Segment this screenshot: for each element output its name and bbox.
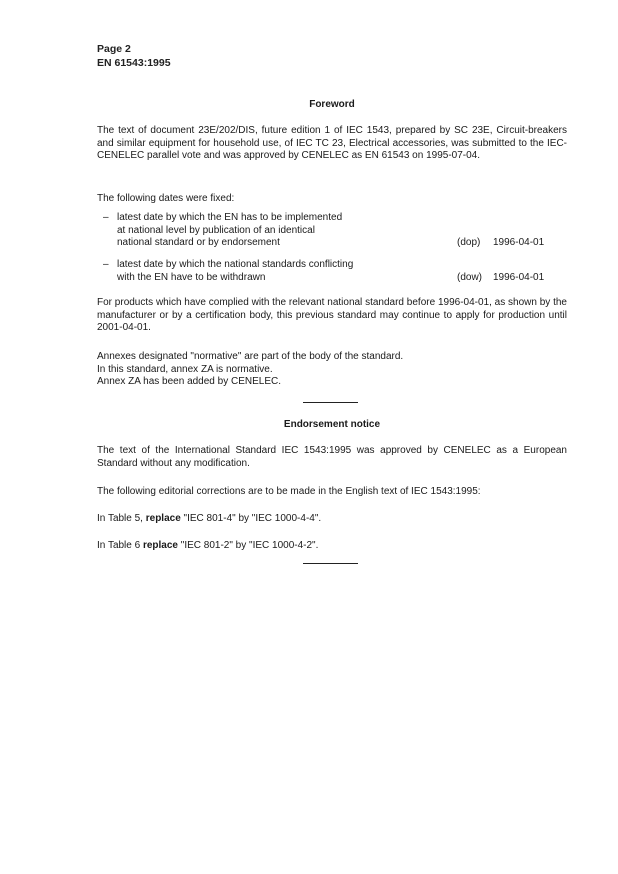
foreword-paragraph-1: The text of document 23E/202/DIS, future edition 1 of IEC 1543, prepared by SC 23E, Circuit-breakers and similar equipment for household use, of IEC TC 23, Electrical accessories, was submitted to the IEC-CENELEC parallel vote and was approved by CENELEC as EN 61543 on 1995-07-04. — [97, 125, 567, 162]
date-item-line: national standard or by endorsement — [117, 237, 280, 249]
annex-line: Annex ZA has been added by CENELEC. — [97, 376, 282, 388]
list-dash: – — [103, 212, 109, 223]
foreword-paragraph-2: For products which have complied with the relevant national standard before 1996-04-01, as shown by the manufacturer or by a certification body, this previous standard may continue to apply for production until 2001-04-01. — [97, 297, 567, 334]
page-number: Page 2 — [97, 43, 131, 55]
correction-prefix: In Table 6 — [97, 540, 143, 551]
date-value: 1996-04-01 — [493, 237, 545, 248]
correction-line — [97, 513, 567, 526]
date-value: 1996-04-01 — [493, 272, 545, 283]
date-code: (dop) — [457, 237, 481, 248]
annex-line: In this standard, annex ZA is normative. — [97, 363, 273, 375]
correction-prefix: In Table 5, — [97, 513, 146, 524]
date-item-text — [117, 212, 437, 250]
date-item-text — [117, 259, 437, 284]
endorsement-paragraph-2: The following editorial corrections are to be made in the English text of IEC 1543:1995: — [97, 486, 481, 497]
section-divider — [303, 402, 358, 403]
correction-text: "IEC 801-2" by "IEC 1000-4-2". — [178, 540, 319, 551]
dates-intro: The following dates were fixed: — [97, 193, 235, 204]
date-item-line: latest date by which the EN has to be implemented — [117, 212, 343, 223]
annex-notes — [97, 351, 567, 389]
correction-text: "IEC 801-4" by "IEC 1000-4-4". — [180, 513, 322, 524]
correction-verb: replace — [142, 540, 178, 551]
endorsement-title: Endorsement notice — [283, 419, 381, 430]
document-id: EN 61543:1995 — [97, 57, 171, 69]
section-divider — [303, 563, 358, 564]
date-item-line: latest date by which the national standards conflicting — [117, 259, 354, 270]
date-code: (dow) — [457, 272, 483, 283]
date-item-line: with the EN have to be withdrawn — [117, 271, 266, 283]
date-item-dop — [103, 212, 567, 252]
correction-line — [97, 540, 567, 553]
list-dash: – — [103, 259, 109, 270]
annex-line: Annexes designated "normative" are part of the body of the standard. — [97, 351, 404, 362]
endorsement-paragraph-1: The text of the International Standard IEC 1543:1995 was approved by CENELEC as a European Standard without any modification. — [97, 445, 567, 469]
date-item-dow — [103, 259, 567, 287]
correction-verb: replace — [145, 513, 181, 524]
date-item-line: at national level by publication of an identical — [117, 224, 315, 236]
foreword-title: Foreword — [309, 99, 355, 110]
